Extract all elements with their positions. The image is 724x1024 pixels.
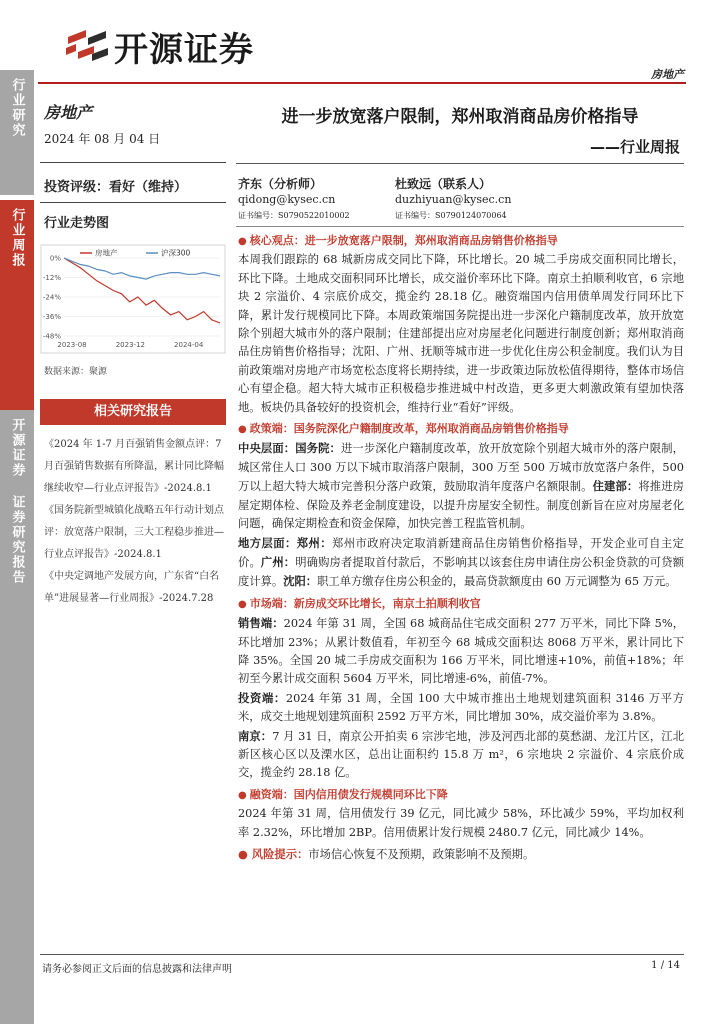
chart-x-tick: 2023-12	[115, 341, 145, 349]
report-body	[238, 229, 684, 864]
side-tab-industry-research: 行业研究	[0, 70, 34, 195]
related-reports-list	[44, 434, 224, 610]
legend-label: 沪深300	[161, 248, 191, 258]
section-paragraph: 2024 年第 31 周，信用债发行 39 亿元，同比减少 58%，环比减少 59%，平均加权利率 2.32%，环比增加 2BP。信用债累计发行规模 2480.7 亿元，同比减少 14%。	[238, 807, 684, 839]
section-paragraph: 销售端：2024 年第 31 周，全国 68 城商品住宅成交面积 277 万平米，同比下降 5%，环比增加 23%；从累计数值看，年初至今 68 城成交面积达 8068 万平米，累计同比下降 35%。全国 20 城二手房成交面积为 166 万平米，同比增速+10%，前值+18%；年初至今累计成交面积 5604 万平米，同比增速-6%，前值-7%。	[238, 616, 684, 686]
section-heading: ● 市场端：新房成交环比增长，南京土拍顺利收官	[238, 596, 481, 610]
analyst-name: 齐东（分析师）	[238, 177, 323, 191]
section-paragraph: 本周我们跟踪的 68 城新房成交同比下降，环比增长。20 城二手房成交面积同比增长，环比下降。土地成交面积同环比增长，成交溢价率环比下降。南京土拍顺利收官，6 宗地块 2 宗溢价、4 宗底价成交，揽金约 28.18 亿。融资端国内信用债单周发行同环比下降，累计发行规模同比下降。本周政策端国务院提出进一步深化户籍制度改革，放开放宽除个别超大城市外的落户限制；住建部提出应对房屋老化问题进行制度创新；郑州取消商品住房销售价格指导；沈阳、广州、抚顺等城市进一步优化住房公积金制度。我们认为目前政策端对房地产市场宽松态度将长期持续，进一步政策边际放松值得期待，整体市场信心有望企稳。超大特大城市正积极稳步推进城中村改造，更多更大刺激政策有望加快落地。板块仍具备较好的投资机会，维持行业“看好”评级。	[238, 253, 684, 414]
section-heading: ● 核心观点：进一步放宽落户限制，郑州取消商品房销售价格指导	[238, 234, 558, 247]
bullet-icon: ●	[238, 236, 247, 247]
header-divider	[38, 82, 686, 84]
chart-y-tick: -48%	[42, 332, 61, 341]
bullet-icon: ●	[238, 848, 252, 861]
side-tab-weekly: 行业周报	[0, 200, 34, 410]
side-tab-kysec-research: 开源证券 证券研究报告	[0, 410, 34, 1024]
analyst-cert: 证书编号：S0790124070064	[395, 211, 507, 220]
chart-y-tick: -36%	[42, 313, 61, 321]
analyst-cert: 证书编号：S0790522010002	[238, 211, 350, 220]
page-number: 1 / 14	[651, 960, 680, 971]
bullet-icon: ●	[238, 598, 247, 610]
related-reports-title: 相关研究报告	[40, 399, 226, 425]
header-category: 房地产	[651, 68, 684, 81]
chart-y-tick: -12%	[42, 274, 61, 282]
chart-x-tick: 2023-08	[57, 341, 87, 349]
analyst-card	[238, 176, 350, 224]
section-paragraph: 投资端：2024 年第 31 周，全国 100 大中城市推出土地规划建筑面积 3146 万平方米，成交土地规划建筑面积 2592 万平方米，同比增加 30%，成交溢价率为 3.8%。	[238, 690, 684, 724]
report-title: 进一步放宽落户限制，郑州取消商品房价格指导	[281, 107, 639, 127]
kysec-logo-icon	[64, 24, 110, 64]
brand-name: 开源证券	[114, 30, 254, 70]
sidebar-divider	[40, 162, 226, 163]
investment-rating: 投资评级：看好（维持）	[44, 180, 188, 195]
report-subtitle: ——行业周报	[589, 138, 680, 156]
trend-title: 行业走势图	[44, 216, 110, 231]
section-paragraph: 地方层面：郑州：郑州市政府决定取消新建商品住房销售价格指导，开发企业可自主定价。广州：明确购房者提取首付款后，不影响其以该套住房申请住房公积金贷款的可贷额度计算。沈阳：职工单方缴存住房公积金的，最高贷款额度由 60 万元调整为 65 万元。	[238, 535, 684, 589]
analyst-email[interactable]: duzhiyuan@kysec.cn	[395, 193, 512, 206]
analyst-card	[395, 176, 511, 224]
legend-label: 房地产	[95, 248, 118, 258]
title-divider	[236, 163, 684, 164]
footer-divider	[40, 954, 684, 955]
chart-x-tick: 2024-04	[174, 341, 204, 349]
sidebar-divider	[40, 202, 226, 203]
section-heading: ● 政策端：国务院深化户籍制度改革，郑州取消商品房销售价格指导	[238, 422, 569, 436]
analyst-name: 杜致远（联系人）	[395, 177, 492, 191]
bullet-icon: ●	[238, 789, 247, 801]
related-report-item[interactable]: 《国务院新型城镇化战略五年行动计划点评：放宽落户限制，三大工程稳步推进—行业点评报告》-2024.8.1	[44, 505, 224, 560]
section-paragraph: 中央层面：国务院：进一步深化户籍制度改革，放开放宽除个别超大城市外的落户限制，城区常住人口 300 万以下城市取消落户限制，300 万至 500 万城市放宽落户条件，500 万以上超大特大城市完善积分落户政策，鼓励取消年度落户名额限制。住建部：将推进房屋定期体检、保险及养老金制度建设，以提升房屋安全韧性。制度创新旨在应对房屋老化问题，确保定期检查和资金保障，加快完善工程监管机制。	[238, 441, 684, 531]
analyst-email[interactable]: qidong@kysec.cn	[238, 193, 336, 206]
bullet-icon: ●	[238, 424, 247, 436]
section-heading: ● 融资端：国内信用债发行规模同环比下降	[238, 787, 448, 801]
related-report-item[interactable]: 《2024 年 1-7 月百强销售金额点评：7 月百强销售数据有所降温，累计同比降幅继续收窄—行业点评报告》-2024.8.1	[44, 439, 224, 494]
chart-source: 数据来源：聚源	[44, 367, 108, 377]
section-paragraph: 南京：7 月 31 日，南京公开拍卖 6 宗涉宅地，涉及河西北部的莫愁湖、龙江片区，江北新区核心区以及溧水区，总出让面积约 15.8 万 m²，6 宗地块 2 宗溢价、4 宗底价成交，揽金约 28.18 亿。	[238, 728, 684, 780]
sidebar-category: 房地产	[44, 103, 93, 122]
industry-trend-chart	[40, 244, 226, 354]
chart-y-tick: -24%	[42, 293, 61, 302]
risk-warning: ● 风险提示：市场信心恢复不及预期，政策影响不及预期。	[238, 848, 535, 861]
report-date: 2024 年 08 月 04 日	[44, 132, 161, 146]
footer-disclaimer[interactable]: 请务必参阅正文后面的信息披露和法律声明	[42, 964, 232, 975]
related-report-item[interactable]: 《中央定调地产发展方向，广东省“白名单”进展显著—行业周报》-2024.7.28	[44, 571, 220, 604]
chart-series-line	[64, 258, 220, 279]
chart-series-line	[64, 258, 220, 323]
chart-y-tick: 0%	[49, 254, 61, 263]
author-divider	[236, 226, 684, 227]
